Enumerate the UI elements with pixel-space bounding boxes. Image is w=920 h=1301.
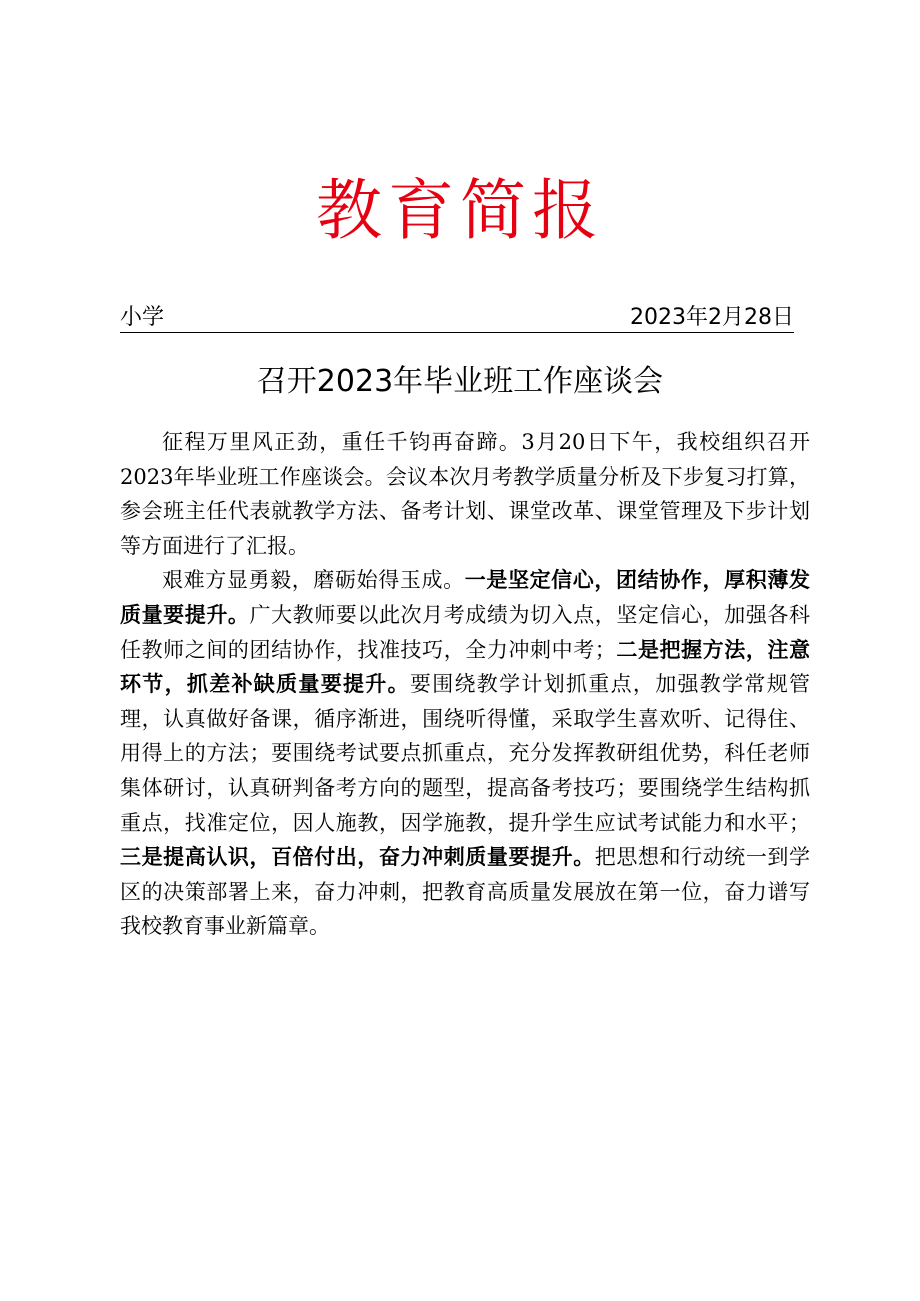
point-3-body: 把思想和行动统一到学区的决策部署上来，奋力冲刺，把教育高质量发展放在第一位，奋力谱写我校教育事业新篇章。 xyxy=(120,845,811,939)
dateline xyxy=(120,304,794,333)
paragraph-2-intro: 艰难方显勇毅，磨砺始得玉成。 xyxy=(162,568,465,593)
article-body xyxy=(120,425,810,944)
school-name: 小学 xyxy=(120,305,165,330)
point-3-title: 三是提高认识，百倍付出，奋力冲刺质量要提升。 xyxy=(120,845,595,870)
article-headline: 召开2023年毕业班工作座谈会 xyxy=(256,364,664,399)
point-1-body: 广大教师要以此次月考成绩为切入点，坚定信心，加强各科任教师之间的团结协作，找准技巧，全力冲刺中考； xyxy=(120,602,810,662)
issue-date: 2023年2月28日 xyxy=(630,305,794,330)
masthead-title: 教育简报 xyxy=(316,172,604,249)
point-2-title: 二是把握方法，注意环节，抓差补缺质量要提升。 xyxy=(120,637,811,697)
point-1-title: 一是坚定信心，团结协作，厚积薄发质量要提升。 xyxy=(120,568,811,627)
paragraph-1: 征程万里风正劲，重任千钧再奋蹄。3月20日下午，我校组织召开2023年毕业班工作座谈会。会议本次月考教学质量分析及下步复习打算，参会班主任代表就教学方法、备考计划、课堂改革、课堂管理及下步计划等方面进行了汇报。 xyxy=(120,430,810,558)
paragraph-2 xyxy=(120,563,810,944)
point-2-body: 要围绕教学计划抓重点，加强教学常规管理，认真做好备课，循序渐进，围绕听得懂，采取学生喜欢听、记得住、用得上的方法；要围绕考试要点抓重点，充分发挥教研组优势，科任老师集体研讨，认真研判备考方向的题型，提高备考技巧；要围绕学生结构抓重点，找准定位，因人施教，因学施教，提升学生应试考试能力和水平； xyxy=(120,672,811,835)
